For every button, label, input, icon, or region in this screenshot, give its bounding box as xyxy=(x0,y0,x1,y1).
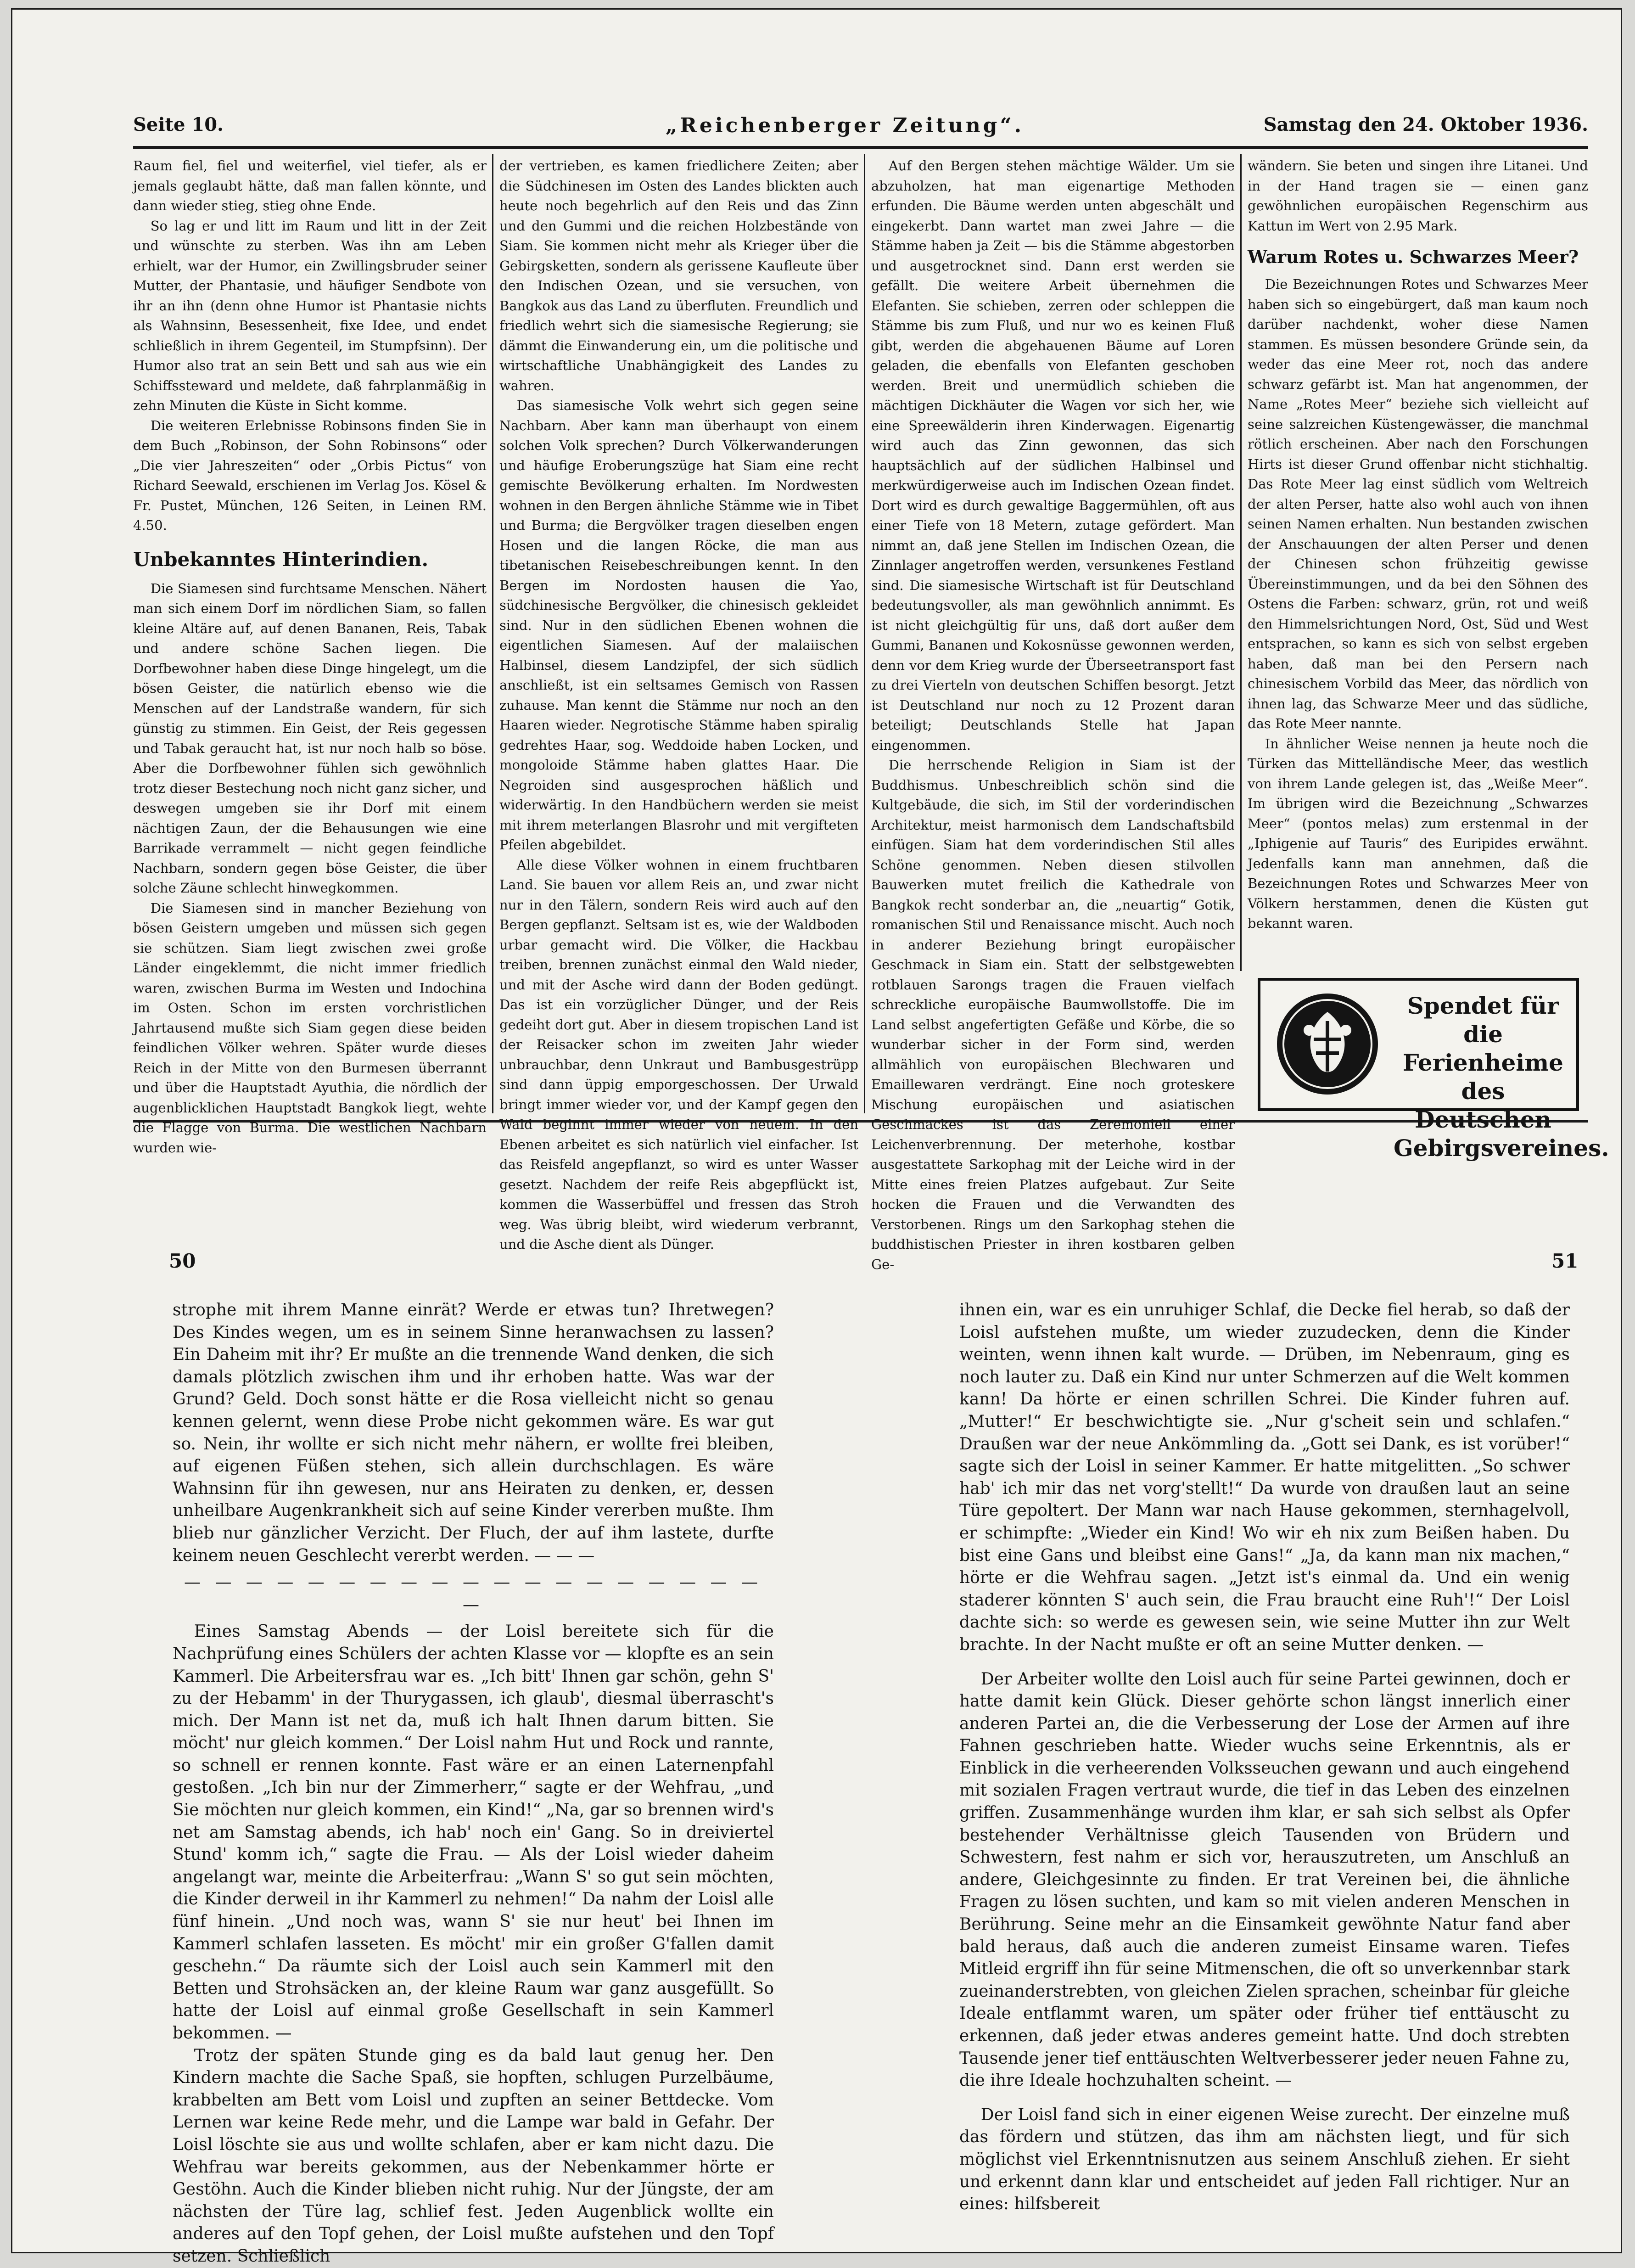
issue-date: Samstag den 24. Oktober 1936. xyxy=(1263,114,1588,135)
novel-text: Der Loisl fand sich in einer eigenen Weise zurecht. Der einzelne muß das fördern und stützen, das ihm am nächsten liegt, und für sich möglichst viel Erkenntnisnutzen aus seinem Anschluß ziehen. Er sieht und erkennt dann klar und entscheidet auf jeden Fall richtiger. Nur an eines: hilfsbereit xyxy=(959,2105,1570,2214)
ad-line-3: des Deutschen xyxy=(1415,1078,1551,1133)
article-column-4 xyxy=(1248,156,1588,973)
robinson-text-end: Raum fiel, fiel und weiterfiel, viel tiefer, als er jemals geglaubt hätte, daß man fallen könnte, und dann wieder stieg, stieg ohne Ende. xyxy=(133,158,487,213)
robinson-book-note: Die weiteren Erlebnisse Robinsons finden Sie in dem Buch „Robinson, der Sohn Robinsons“ oder „Die vier Jahreszeiten“ oder „Orbis Pictus“ von Richard Seewald, erschienen im Verlag Jos. Kösel & Fr. Pustet, München, 126 Seiten, in Leinen RM. 4.50. xyxy=(133,417,487,533)
header-rule xyxy=(133,146,1588,149)
novel-text: Eines Samstag Abends — der Loisl bereitete sich für die Nachprüfung eines Schülers der achten Klasse vor — klopfte es an sein Kammerl. Die Arbeitersfrau war es. „Ich bitt' Ihnen gar schön, gehn S' zu der Hebamm' in der Thurygassen, ich glaub', diesmal überrascht's mich. Der Mann ist net da, muß ich halt Ihnen darum bitten. Sie möcht' nur gleich kommen.“ Der Loisl nahm Hut und Rock und rannte, so schnell er rennen konnte. Fast wäre er an einen Laternenpfahl gestoßen. „Ich bin nur der Zimmerherr,“ sagte er der Wehfrau, „und Sie möchten nur gleich kommen, ein Kind!“ „Na, gar so brennen wird's net am Samstag abends, ich hab' noch ein' Gang. So in dreiviertel Stund' komm ich,“ sagte die Frau. — Als der Loisl wieder daheim angelangt war, meinte die Arbeiterfrau: „Wann S' so gut sein möchten, die Kinder derweil in ihr Kammerl zu nehmen!“ Da nahm der Loisl alle fünf hinein. „Und noch was, wann S' sie nur heut' bei Ihnen im Kammerl schlafen lasseten. Es möcht' mir ein großer G'fallen damit geschehn.“ Da räumte sich der Loisl auch sein Kammerl mit den Betten und Strohsäcken an, der kleine Raum war ganz ausgefüllt. So hatte der Loisl auf einmal große Gesellschaft in sein Kammerl bekommen. — xyxy=(173,1622,774,2043)
newspaper-title: „Reichenberger Zeitung“. xyxy=(666,114,1025,137)
novel-text: ihnen ein, war es ein unruhiger Schlaf, die Decke fiel herab, so daß der Loisl aufstehen mußte, um wieder zuzudecken, denn die Kinder weinten, wenn ihnen kalt wurde. — Drüben, im Nebenraum, ging es noch lauter zu. Daß ein Kind nur unter Schmerzen auf die Welt kommen kann! Da hörte er einen schrillen Schrei. Die Kinder fuhren auf. „Mutter!“ Er beschwichtigte sie. „Nur g'scheit sein und schlafen.“ Draußen war der neue Ankömmling da. „Gott sei Dank, es ist vorüber!“ sagte sich der Loisl in seiner Kammer. Er hatte mitgelitten. „So schwer hab' ich mir das net vorg'stellt!“ Da wurde von draußen laut an seine Türe gepoltert. Der Mann war nach Hause gekommen, sternhagelvoll, er schimpfte: „Wieder ein Kind! Wo wir eh nix zum Beißen haben. Du bist eine Gans und bleibst eine Gans!“ „Ja, da kann man nix machen,“ hörte er die Wehfrau sagen. „Jetzt ist's einmal da. Und ein wenig staderer könnten S' auch sein, die Frau braucht eine Ruh'!“ Der Loisl dachte sich: so werde es gewesen sein, wie seine Mutter ihn zur Welt brachte. In der Nacht mußte er oft an seine Mutter denken. — xyxy=(959,1301,1570,1654)
hinterindien-text: Die Siamesen sind furchtsame Menschen. Nähert man sich einem Dorf im nördlichen Siam, so fallen kleine Altäre auf, auf denen Bananen, Reis, Tabak und andere schöne Sachen liegen. Die Dorfbewohner haben diese Dinge hingelegt, um die bösen Geister, die natürlich ebenso wie die Menschen auf der Landstraße wandern, für sich günstig zu stimmen. Ein Geist, der Reis gegessen und Tabak geraucht hat, ist nur noch halb so böse. Aber die Dorfbewohner fühlen sich gewöhnlich trotz dieser Bestechung noch nicht ganz sicher, und deswegen umgeben sie ihr Dorf mit einem nächtigen Zaun, der die Behausungen wie eine Barrikade verrammelt — nicht gegen feindliche Nachbarn, sondern gegen böse Geister, die über solche Zäune schlecht hinwegkommen. xyxy=(133,580,487,896)
hinterindien-text-end: wändern. Sie beten und singen ihre Litanei. Und in der Hand tragen sie — einen ganz gewöhnlichen europäischen Regenschirm aus Kattun im Wert von 2.95 Mark. xyxy=(1248,158,1588,234)
meer-text: Die Bezeichnungen Rotes und Schwarzes Meer haben sich so eingebürgert, daß man kaum noch darüber nachdenkt, woher diese Namen stammen. Es müssen besondere Gründe sein, da weder das eine Meer rot, noch das andere schwarz gefärbt ist. Man hat angenommen, der Name „Rotes Meer“ beziehe sich vielleicht auf seine salzreichen Küstengewässer, die manchmal rötlich erscheinen. Aber nach den Forschungen Hirts ist dieser Grund offenbar nicht stichhaltig. Das Rote Meer lag einst südlich vom Weltreich der alten Perser, hatte also wohl auch von ihnen seinen Namen erhalten. Nun bestanden zwischen der Anschauungen der alten Perser und denen der Chinesen schon frühzeitig gewisse Übereinstimmungen, und da bei den Söhnen des Ostens die Farben: schwarz, grün, rot und weiß den Himmelsrichtungen Nord, Ost, Süd und West entsprachen, so kann es sich von selbst ergeben haben, daß man bei den Persern nach chinesischem Vorbild das Meer, das nördlich von ihnen lag, das Schwarze Meer und das südliche, das Rote Meer nannte. xyxy=(1248,276,1588,731)
page-number-left: 50 xyxy=(169,1250,196,1272)
article-column-2 xyxy=(499,156,858,1252)
column-divider xyxy=(492,154,493,1113)
hinterindien-text: Das siamesische Volk wehrt sich gegen seine Nachbarn. Aber kann man überhaupt von einem solchen Volk sprechen? Durch Völkerwanderungen und häufige Eroberungszüge hat Siam eine recht gemischte Bevölkerung erhalten. Im Nordwesten wohnen in den Bergen ähnliche Stämme wie in Tibet und Burma; die Bergvölker tragen dieselben engen Hosen und die langen Röcke, die man aus tibetanischen Reisebeschreibungen kennt. In den Bergen im Nordosten hausen die Yao, südchinesische Bergvölker, die chinesisch gekleidet sind. Nur in den südlichen Ebenen wohnen die eigentlichen Siamesen. Auf der malaiischen Halbinsel, diesem Landzipfel, der sich südlich anschließt, ist ein seltsames Gemisch von Rassen zuhause. Man kennt die Stämme nur noch an den Haaren wieder. Negrotische Stämme haben spiralig gedrehtes Haar, sog. Weddoide haben Locken, und mongoloide Stämme haben glattes Haar. Die Negroiden sind ausgesprochen häßlich und widerwärtig. In den Handbüchern werden sie meist mit ihrem meterlangen Blasrohr und mit vergifteten Pfeilen abgebildet. xyxy=(499,398,858,853)
ad-line-4: Gebirgsvereines. xyxy=(1394,1134,1609,1162)
hinterindien-text: Alle diese Völker wohnen in einem fruchtbaren Land. Sie bauen vor allem Reis an, und zwar nicht nur in den Tälern, sondern Reis wird auch auf den Bergen gepflanzt. Seltsam ist es, wie der Waldboden urbar gemacht wird. Die Völker, die Hackbau treiben, brennen zunächst einmal den Wald nieder, und mit der Asche wird dann der Boden gedüngt. Das ist ein vorzüglicher Dünger, und der Reis gedeiht dort gut. Aber in diesem tropischen Land ist der Reisacker schon im zweiten Jahr wieder unbrauchbar, denn Unkraut und Bambusgestrüpp sind dann üppig emporgeschossen. Der Urwald bringt immer wieder vor, und der Kampf gegen den Wald beginnt immer wieder von neuem. In den Ebenen arbeitet es sich natürlich viel einfacher. Ist das Reisfeld angepflanzt, so wird es unter Wasser gesetzt. Nachdem der reife Reis abgepflückt ist, kommen die Wasserbüffel und fressen das Stroh weg. Was übrig bleibt, wird wiederum verbrannt, und die Asche dient als Dünger. xyxy=(499,857,858,1252)
ad-line-2: Ferienheime xyxy=(1403,1049,1563,1076)
ad-line-1: Spendet für die xyxy=(1407,992,1559,1048)
novel-right-page xyxy=(959,1299,1570,2214)
hinterindien-text: Auf den Bergen stehen mächtige Wälder. Um sie abzuholzen, hat man eigenartige Methoden erfunden. Die Bäume werden unten abgeschält und eingekerbt. Dann wartet man zwei Jahre — die Stämme haben ja Zeit — bis die Stämme abgestorben und ausgetrocknet sind. Dann erst werden sie gefällt. Die weitere Arbeit übernehmen die Elefanten. Sie schieben, zerren oder schleppen die Stämme bis zum Fluß, und nur wo es keinen Fluß gibt, werden die abgehauenen Bäume auf Loren geladen, die ebenfalls von Elefanten geschoben werden. Breit und unermüdlich schieben die mächtigen Dickhäuter die Wagen vor sich her, wie eine Spreewälderin ihren Kinderwagen. Eigenartig wird auch das Zinn gewonnen, das sich hauptsächlich auf der südlichen Halbinsel und merkwürdigerweise auch im Indischen Ozean findet. Dort wird es durch gewaltige Baggermühlen, oft aus einer Tiefe von 18 Metern, zutage gefördert. Man nimmt an, daß jene Stellen im Indischen Ozean, die Zinnlager angetroffen werden, versunkenes Festland sind. Die siamesische Wirtschaft ist für Deutschland bedeutungsvoller, als man gewöhnlich annimmt. Es ist nicht gleichgültig für uns, daß dort außer dem Gummi, Bananen und Kokosnüsse gewonnen werden, denn vor dem Krieg wurde der Überseetransport fast zu drei Vierteln von deutschen Schiffen besorgt. Jetzt ist Deutschland nur noch zu 12 Prozent daran beteiligt; Deutschlands Stelle hat Japan eingenommen. xyxy=(871,158,1235,753)
robinson-text: So lag er und litt im Raum und litt in der Zeit und wünschte zu sterben. Was ihn am Leben erhielt, war der Humor, ein Zwillingsbruder seiner Mutter, der Phantasie, und häufiger Sendbote von ihr an ihn (denn ohne Humor ist Phantasie nichts als Wahnsinn, Besessenheit, fixe Idee, und endet schließlich in ihrem Gegenteil, im Stumpfsinn). Der Humor also trat an sein Bett und sah aus wie ein Schiffssteward und meldete, daß fahrplanmäßig in zehn Minuten die Küste in Sicht komme. xyxy=(133,218,487,413)
column-divider xyxy=(864,154,865,1113)
column-divider xyxy=(1240,154,1242,971)
section-separator: — — — — — — — — — — — — — — — — — — — — xyxy=(184,1573,762,1614)
emblem-icon xyxy=(1277,994,1378,1095)
hinterindien-text: Die herrschende Religion in Siam ist der Buddhismus. Unbeschreiblich schön sind die Kultgebäude, die sich, im Stil der vorderindischen Architektur, meist harmonisch dem Landschaftsbild einfügen. Siam hat dem vorderindischen Stil alles Schöne genommen. Neben diesen stilvollen Bauwerken mutet freilich die Kathedrale von Bangkok recht sonderbar an, die „neuartig“ Gotik, romanischen Stil und Renaissance mischt. Auch noch in anderer Beziehung bringt europäischer Geschmack in Siam ein. Statt der selbstgewebten rotblauen Sarongs tragen die Frauen vielfach schreckliche europäische Baumwollstoffe. Die im Land selbst angefertigten Gefäße und Körbe, die so wunderbar sicher in der Form sind, werden allmählich von europäischen Blechwaren und Emaillewaren verdrängt. Eine noch groteskere Mischung europäischen und asiatischen Geschmackes ist das Zeremoniell einer Leichenverbrennung. Der meterhohe, kostbar ausgestattete Sarkophag mit der Leiche wird in der Mitte eines freien Platzes aufgebaut. Zur Seite hocken die Frauen und die Verwandten des Verstorbenen. Rings um den Sarkophag stehen die buddhistischen Priester in ihren kostbaren gelben Ge- xyxy=(871,757,1235,1272)
advertisement-box xyxy=(1258,978,1609,1162)
novel-text: Der Arbeiter wollte den Loisl auch für seine Partei gewinnen, doch er hatte damit kein Glück. Dieser gehörte schon längst innerlich einer anderen Partei an, die die Verbesserung der Lose der Armen auf ihre Fahnen geschrieben hatte. Wieder wuchs seine Erkenntnis, als er Einblick in die verheerenden Volksseuchen gewann und auch eingehend mit sozialen Fragen vertraut wurde, die tief in das Leben des einzelnen griffen. Zusammenhänge wurden ihm klar, er sah sich selbst als Opfer bestehender Verhältnisse gleich Tausenden von Brüdern und Schwestern, fest nahm er sich vor, herauszutreten, um Anschluß an andere, Gleichgesinnte zu finden. Er trat Vereinen bei, die ähnliche Fragen zu lösen suchten, und kam so mit vielen anderen Menschen in Berührung. Seine mehr an die Einsamkeit gewöhnte Natur fand aber bald heraus, daß auch die anderen zumeist Einsame waren. Tiefes Mitleid ergriff ihn für seine Mitmenschen, die oft so unverkennbar stark zueinanderstrebten, von gleichen Zielen sprachen, scheinbar für gleiche Ideale entflammt waren, um später oder früher tief enttäuscht zu erkennen, daß jeder etwas anderes gemeint hatte. Und doch strebten Tausende jener tief enttäuschten Weltverbesserer jeder neuen Fahne zu, die ihre Ideale hochzuhalten scheint. — xyxy=(959,1669,1570,2090)
page-number-right: 51 xyxy=(1551,1250,1579,1272)
novel-text: strophe mit ihrem Manne einrät? Werde er etwas tun? Ihretwegen? Des Kindes wegen, um es in seinem Sinne heranwachsen zu lassen? Ein Daheim mit ihr? Er mußte an die trennende Wand denken, die sich damals plötzlich zwischen ihm und ihr erhoben hatte. Was war der Grund? Geld. Doch sonst hätte er die Rosa vielleicht nicht so genau kennen gelernt, wenn diese Probe nicht gekommen wäre. Es war gut so. Nein, ihr wollte er sich nicht mehr nähern, er wollte frei bleiben, auf eigenen Füßen stehen, sich allein durchschlagen. Es wäre Wahnsinn für ihn gewesen, nur ans Heiraten zu denken, er, dessen unheilbare Augenkrankheit sich auf seine Kinder vererben mußte. Ihm blieb nur gänzlicher Verzicht. Der Fluch, der auf ihm lastete, durfte keinem neuen Geschlecht vererbt werden. — — — xyxy=(173,1301,774,1565)
hinterindien-text: Die Siamesen sind in mancher Beziehung von bösen Geistern umgeben und müssen sich gegen sie schützen. Siam liegt zwischen zwei große Länder eingeklemmt, die nicht immer friedlich waren, zwischen Burma im Westen und Indochina im Osten. Schon im ersten vorchristlichen Jahrtausend mußte sich Siam gegen diese beiden feindlichen Völker wehren. Später wurde dieses Reich in der Mitte von den Burmesen überrannt und über die Hauptstadt Ayuthia, die nördlich der augenblicklichen Hauptstadt Bangkok liegt, wehte die Flagge von Burma. Die westlichen Nachbarn wurden wie- xyxy=(133,900,487,1156)
article-heading-hinterindien: Unbekanntes Hinterindien. xyxy=(133,548,429,571)
article-column-3 xyxy=(871,156,1235,1272)
novel-text: Trotz der späten Stunde ging es da bald laut genug her. Den Kindern machte die Sache Spaß, sie hopften, schlugen Purzelbäume, krabbelten am Bett vom Loisl und zupften an seiner Bettdecke. Vom Lernen war keine Rede mehr, und die Lampe war bald in Gefahr. Der Loisl löschte sie aus und wollte schlafen, aber er kam nicht dazu. Die Wehfrau war bereits gekommen, aus der Nebenkammer hörte er Gestöhn. Auch die Kinder blieben nicht ruhig. Nur der Jüngste, der am nächsten der Türe lag, schlief fest. Jeden Augenblick wollte ein anderes auf den Topf gehen, der Loisl mußte aufstehen und den Topf setzen. Schließlich xyxy=(173,2046,774,2266)
article-heading-meer: Warum Rotes u. Schwarzes Meer? xyxy=(1248,247,1579,267)
article-column-1 xyxy=(133,156,487,1156)
page-label: Seite 10. xyxy=(133,114,224,135)
meer-text: In ähnlicher Weise nennen ja heute noch die Türken das Mittelländische Meer, das westlich von ihrem Lande gelegen ist, das „Weiße Meer“. Im übrigen wird die Bezeichnung „Schwarzes Meer“ (pontos melas) zum erstenmal in der „Iphigenie auf Tauris“ des Euripides erwähnt. Jedenfalls kann man annehmen, daß die Bezeichnungen Rotes und Schwarzes Meer von Völkern herstammen, denen die Küsten gut bekannt waren. xyxy=(1248,735,1588,931)
hinterindien-text: der vertrieben, es kamen friedlichere Zeiten; aber die Südchinesen im Osten des Landes blickten auch heute noch begehrlich auf den Reis und das Zinn und den Gummi und die reichen Holzbestände von Siam. Sie kommen nicht mehr als Krieger über die Gebirgsketten, sondern als gerissene Kaufleute über den Indischen Ozean, und sie versuchen, von Bangkok aus das Land zu überfluten. Freundlich und friedlich wehrt sich die siamesische Regierung; sie dämmt die Einwanderung ein, um die politische und wirtschaftliche Unabhängigkeit des Landes zu wahren. xyxy=(499,158,858,393)
novel-left-page xyxy=(173,1299,774,2266)
page-header xyxy=(133,114,1588,141)
